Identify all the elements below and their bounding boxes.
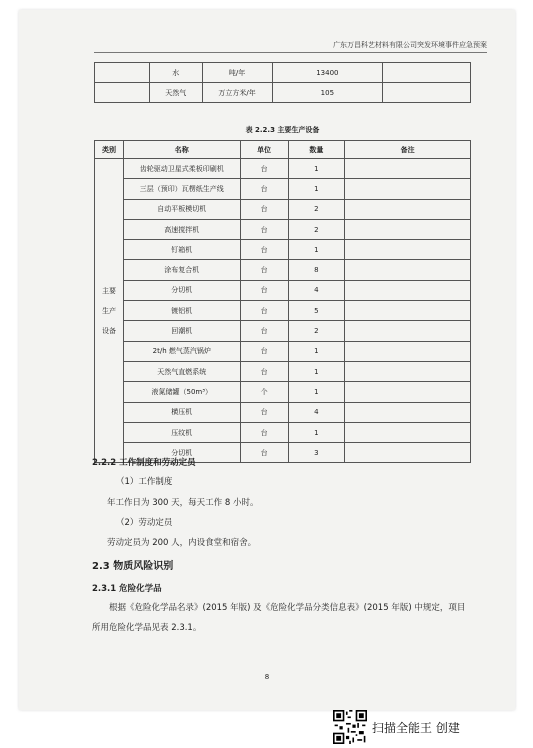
table-row — [95, 199, 471, 219]
equipment-note — [345, 199, 471, 219]
equipment-name: 涂布复合机 — [123, 260, 240, 280]
equipment-name: 镀铝机 — [123, 301, 240, 321]
equipment-note — [345, 321, 471, 341]
equipment-table — [94, 140, 471, 463]
section-heading-2-3: 2.3 物质风险识别 — [92, 561, 174, 572]
equipment-name: 横压机 — [123, 402, 240, 422]
equipment-name: 齿轮驱动卫星式柔板印刷机 — [123, 159, 240, 179]
table-row — [95, 382, 471, 402]
equipment-name: 高速搅拌机 — [123, 219, 240, 239]
page-header-title: 广东万昌科艺材料有限公司突发环境事件应急预案 — [333, 41, 487, 49]
equipment-qty: 1 — [288, 159, 345, 179]
equipment-unit: 台 — [240, 159, 288, 179]
equipment-unit: 台 — [240, 402, 288, 422]
table-cell: 吨/年 — [202, 63, 272, 83]
table-row — [95, 341, 471, 361]
category-cell — [95, 159, 124, 463]
equipment-name: 分切机 — [123, 443, 240, 463]
category-label-line: 主要 — [101, 286, 116, 295]
equipment-unit: 台 — [240, 260, 288, 280]
equipment-name: 2t/h 燃气蒸汽锅炉 — [123, 341, 240, 361]
equipment-qty: 1 — [288, 422, 345, 442]
equipment-qty: 2 — [288, 219, 345, 239]
equipment-note — [345, 219, 471, 239]
equipment-name: 自动平板模切机 — [123, 199, 240, 219]
table-cell — [95, 83, 150, 103]
equipment-note — [345, 361, 471, 381]
section-heading-2-2-2: 2.2.2 工作制度和劳动定员 — [92, 458, 196, 468]
equipment-unit: 台 — [240, 240, 288, 260]
equipment-unit: 台 — [240, 422, 288, 442]
equipment-name: 压纹机 — [123, 422, 240, 442]
equipment-name: 三层（预印）瓦楞纸生产线 — [123, 179, 240, 199]
equipment-qty: 8 — [288, 260, 345, 280]
equipment-name: 回潮机 — [123, 321, 240, 341]
equipment-name: 液氮储罐（50m³） — [123, 382, 240, 402]
table-caption: 表 2.2.3 主要生产设备 — [245, 126, 320, 134]
header-rule — [94, 52, 487, 53]
equipment-qty: 2 — [288, 321, 345, 341]
equipment-qty: 1 — [288, 179, 345, 199]
table-row — [95, 83, 471, 103]
table-row — [95, 240, 471, 260]
equipment-unit: 个 — [240, 382, 288, 402]
category-label-line: 设备 — [101, 326, 116, 335]
table-row — [95, 63, 471, 83]
scanner-watermark: 扫描全能王 创建 — [372, 721, 460, 735]
equipment-unit: 台 — [240, 280, 288, 300]
equipment-name: 钉箱机 — [123, 240, 240, 260]
qr-code-icon — [333, 710, 367, 744]
equipment-note — [345, 341, 471, 361]
table-cell — [95, 63, 150, 83]
category-label-line: 生产 — [101, 306, 116, 315]
equipment-unit: 台 — [240, 443, 288, 463]
equipment-qty: 5 — [288, 301, 345, 321]
table-cell: 水 — [149, 63, 202, 83]
equipment-qty: 4 — [288, 280, 345, 300]
equipment-unit: 台 — [240, 301, 288, 321]
column-header: 单位 — [240, 141, 288, 159]
table-cell: 万立方米/年 — [202, 83, 272, 103]
table-header-row — [95, 141, 471, 159]
equipment-unit: 台 — [240, 219, 288, 239]
body-paragraph: 根据《危险化学品名录》(2015 年版) 及《危险化学品分类信息表》(2015 年版) 中规定，项目所用危险化学品见表 2.3.1。 — [92, 603, 466, 633]
column-header: 数量 — [288, 141, 345, 159]
table-cell — [383, 83, 471, 103]
equipment-unit: 台 — [240, 179, 288, 199]
equipment-note — [345, 382, 471, 402]
equipment-unit: 台 — [240, 361, 288, 381]
equipment-qty: 2 — [288, 199, 345, 219]
equipment-note — [345, 179, 471, 199]
subheading-work-schedule: （1）工作制度 — [116, 477, 173, 487]
staffing-text: 劳动定员为 200 人，内设食堂和宿舍。 — [107, 538, 257, 548]
equipment-name: 天然气直燃系统 — [123, 361, 240, 381]
equipment-note — [345, 402, 471, 422]
table-row — [95, 179, 471, 199]
column-header: 名称 — [123, 141, 240, 159]
equipment-qty: 1 — [288, 361, 345, 381]
equipment-qty: 3 — [288, 443, 345, 463]
work-schedule-text: 年工作日为 300 天，每天工作 8 小时。 — [107, 498, 259, 508]
equipment-note — [345, 280, 471, 300]
page-number: 8 — [264, 673, 270, 681]
table-row — [95, 159, 471, 179]
equipment-note — [345, 301, 471, 321]
equipment-qty: 1 — [288, 382, 345, 402]
table-row — [95, 321, 471, 341]
table-cell: 天然气 — [149, 83, 202, 103]
table-row — [95, 219, 471, 239]
column-header: 备注 — [345, 141, 471, 159]
equipment-note — [345, 443, 471, 463]
table-cell — [383, 63, 471, 83]
equipment-note — [345, 159, 471, 179]
equipment-qty: 1 — [288, 240, 345, 260]
table-row — [95, 402, 471, 422]
equipment-qty: 4 — [288, 402, 345, 422]
section-heading-2-3-1: 2.3.1 危险化学品 — [92, 584, 162, 594]
table-row — [95, 361, 471, 381]
equipment-note — [345, 422, 471, 442]
table-row — [95, 422, 471, 442]
table-row — [95, 301, 471, 321]
equipment-qty: 1 — [288, 341, 345, 361]
equipment-unit: 台 — [240, 199, 288, 219]
equipment-unit: 台 — [240, 321, 288, 341]
subheading-staffing: （2）劳动定员 — [116, 518, 173, 528]
equipment-unit: 台 — [240, 341, 288, 361]
table-row — [95, 280, 471, 300]
table-row — [95, 260, 471, 280]
equipment-note — [345, 240, 471, 260]
equipment-name: 分切机 — [123, 280, 240, 300]
table-cell: 13400 — [272, 63, 383, 83]
energy-table — [94, 62, 471, 103]
column-header: 类别 — [95, 141, 124, 159]
table-cell: 105 — [272, 83, 383, 103]
document-page — [19, 10, 515, 710]
equipment-note — [345, 260, 471, 280]
